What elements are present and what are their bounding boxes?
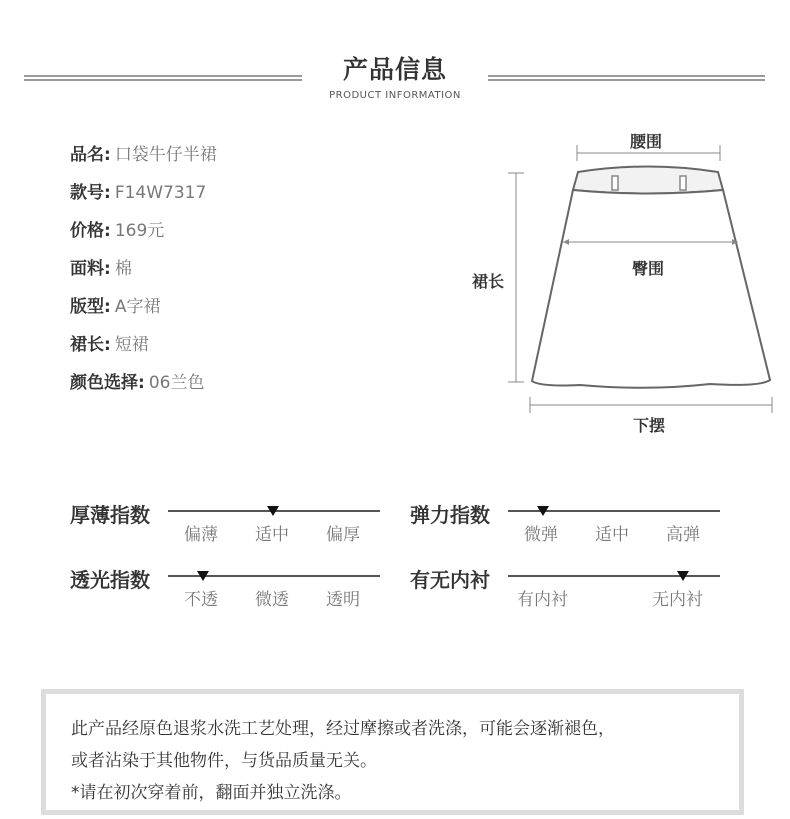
care-note-line: 或者沾染于其他物件，与货品质量无关。 bbox=[71, 751, 377, 771]
elasticity-index-marker bbox=[537, 506, 549, 516]
info-row-name bbox=[70, 140, 217, 165]
lining-option: 有内衬 bbox=[517, 590, 568, 610]
info-key: 版型: bbox=[70, 297, 111, 317]
transparency-option: 微透 bbox=[255, 590, 289, 610]
thickness-index-marker bbox=[267, 506, 279, 516]
info-value: 口袋牛仔半裙 bbox=[114, 145, 217, 165]
info-row-fabric bbox=[70, 254, 132, 279]
info-row-sku bbox=[70, 178, 206, 203]
info-row-price bbox=[70, 216, 164, 241]
hip-label: 臀围 bbox=[632, 259, 665, 278]
section-title: 产品信息 bbox=[342, 55, 447, 84]
elasticity-option: 微弹 bbox=[524, 525, 558, 545]
transparency-index-title: 透光指数 bbox=[70, 568, 150, 592]
skirt-illustration bbox=[460, 125, 790, 445]
info-key: 价格: bbox=[70, 221, 111, 241]
info-value: 06兰色 bbox=[148, 373, 205, 393]
elasticity-option: 适中 bbox=[595, 525, 629, 545]
lining-index-marker bbox=[677, 571, 689, 581]
info-value: F14W7317 bbox=[114, 183, 207, 203]
info-key: 款号: bbox=[70, 183, 111, 203]
info-value: 169元 bbox=[114, 221, 165, 241]
info-value: 短裙 bbox=[114, 335, 149, 355]
info-value: 棉 bbox=[114, 259, 132, 279]
info-row-length bbox=[70, 330, 149, 355]
info-key: 颜色选择: bbox=[70, 373, 145, 393]
thickness-option: 适中 bbox=[255, 525, 289, 545]
elasticity-option: 高弹 bbox=[666, 525, 700, 545]
care-note-line: 此产品经原色退浆水洗工艺处理，经过摩擦或者洗涤，可能会逐渐褪色， bbox=[71, 719, 615, 739]
info-row-color bbox=[70, 368, 204, 393]
info-value: A字裙 bbox=[114, 297, 161, 317]
thickness-option: 偏薄 bbox=[184, 525, 218, 545]
thickness-index-title: 厚薄指数 bbox=[70, 503, 150, 527]
care-note-line: *请在初次穿着前，翻面并独立洗涤。 bbox=[71, 783, 352, 803]
transparency-option: 透明 bbox=[326, 590, 360, 610]
waist-label: 腰围 bbox=[630, 132, 663, 151]
elasticity-index-title: 弹力指数 bbox=[410, 503, 490, 527]
info-key: 面料: bbox=[70, 259, 111, 279]
length-label: 裙长 bbox=[472, 272, 505, 291]
info-row-fit bbox=[70, 292, 160, 317]
lining-option: 无内衬 bbox=[652, 590, 703, 610]
hem-label: 下摆 bbox=[633, 416, 666, 435]
thickness-option: 偏厚 bbox=[326, 525, 360, 545]
transparency-index-marker bbox=[197, 571, 209, 581]
lining-index-title: 有无内衬 bbox=[410, 568, 490, 592]
info-key: 裙长: bbox=[70, 335, 111, 355]
transparency-option: 不透 bbox=[184, 590, 218, 610]
section-subtitle: PRODUCT INFORMATION bbox=[329, 90, 461, 101]
info-key: 品名: bbox=[70, 145, 111, 165]
skirt-measurement-diagram bbox=[460, 125, 790, 445]
care-note-box bbox=[41, 689, 744, 815]
